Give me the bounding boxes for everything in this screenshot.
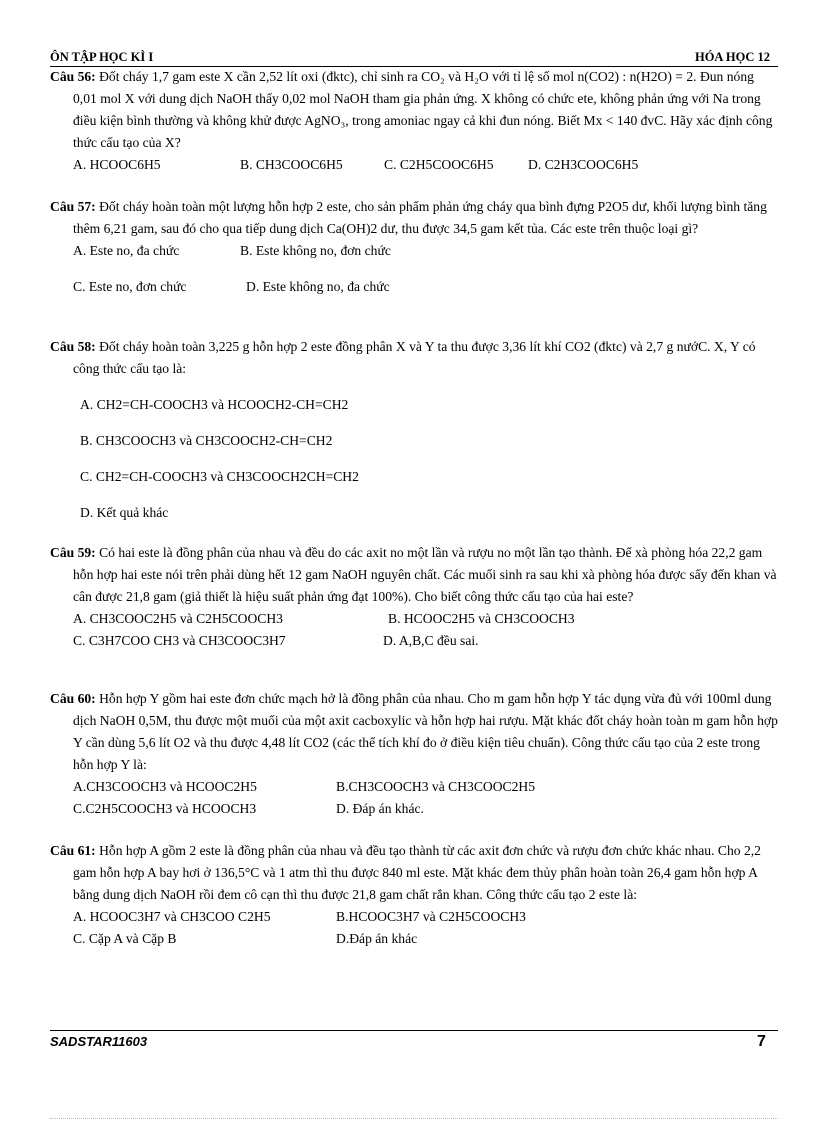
options-row <box>50 906 780 928</box>
option-b: B. Este không no, đơn chức <box>240 243 391 258</box>
option-d: D. Kết quả khác <box>80 505 169 520</box>
options-row <box>50 630 780 652</box>
option-d: D. A,B,C đều sai. <box>383 633 479 648</box>
options-row <box>50 928 780 950</box>
header-left: ÔN TẬP HỌC KÌ I <box>50 50 154 64</box>
question-57 <box>50 196 780 298</box>
option-a: A. HCOOC3H7 và CH3COO C2H5 <box>73 909 271 924</box>
option-a: A. HCOOC6H5 <box>73 157 161 172</box>
option-c: C.C2H5COOCH3 và HCOOCH3 <box>73 801 257 816</box>
question-59 <box>50 542 780 652</box>
page-number: 7 <box>757 1033 766 1050</box>
option-b: B. HCOOC2H5 và CH3COOCH3 <box>388 611 575 626</box>
option-b: B. CH3COOC6H5 <box>240 157 343 172</box>
question-text: Câu 57: Đốt cháy hoàn toàn một lượng hỗn hợp 2 este, cho sản phẩm phản ứng cháy qua bình đựng P2O5 dư, khối lượng bình tăng thêm 6,21 gam, sau đó cho qua tiếp dung dịch Ca(OH)2 dư, thu được 34,5 gam kết tủa. Các este trên thuộc loại gì? <box>50 199 767 236</box>
options-row <box>50 608 780 630</box>
option-line <box>50 394 780 416</box>
option-a: A. Este no, đa chức <box>73 243 180 258</box>
options-row <box>50 798 780 820</box>
question-61 <box>50 840 780 950</box>
option-c: C. C3H7COO CH3 và CH3COOC3H7 <box>73 633 286 648</box>
option-line <box>50 502 780 524</box>
option-b: B.HCOOC3H7 và C2H5COOCH3 <box>336 909 526 924</box>
question-text: Câu 58: Đốt cháy hoàn toàn 3,225 g hỗn hợp 2 este đồng phân X và Y ta thu được 3,36 lít khí CO2 (đktc) và 2,7 g nướC. X, Y có công thức cấu tạo là: <box>50 339 756 376</box>
option-d: D. Este không no, đa chức <box>246 279 390 294</box>
option-d: D. C2H3COOC6H5 <box>528 157 639 172</box>
options-row <box>50 776 780 798</box>
options-row <box>50 154 780 176</box>
question-text: Câu 60: Hỗn hợp Y gồm hai este đơn chức mạch hở là đồng phân của nhau. Cho m gam hỗn hợp Y tác dụng vừa đủ với 100ml dung dịch NaOH 0,5M, thu được một muối của một axit cacboxylic và hỗn hợp hai rượu. Mặt khác đốt cháy hoàn toàn m gam hỗn hợp Y cần dùng 5,6 lít O2 và thu được 4,48 lít CO2 (các thể tích khí đo ở điều kiện tiêu chuẩn). Công thức cấu tạo của 2 este trong hỗn hợp Y là: <box>50 691 778 772</box>
question-56 <box>50 66 780 176</box>
option-d: D.Đáp án khác <box>336 931 418 946</box>
question-text: Câu 56: Đốt cháy 1,7 gam este X cần 2,52 lít oxi (đktc), chỉ sinh ra CO₂ và H₂O với tỉ lệ số mol n(CO2) : n(H2O) = 2. Đun nóng 0,01 mol X với dung dịch NaOH thấy 0,02 mol NaOH tham gia phản ứng. X không có chức ete, không phản ứng với Na trong điều kiện bình thường và không khử được AgNO₃, trong amoniac ngay cả khi đun nóng. Biết Mx < 140 đvC. Hãy xác định công thức cấu tạo của X? <box>50 69 773 150</box>
option-b: B. CH3COOCH3 và CH3COOCH2-CH=CH2 <box>80 433 333 448</box>
option-c: C. C2H5COOC6H5 <box>384 157 494 172</box>
question-60 <box>50 688 780 820</box>
footer-divider <box>50 1030 778 1031</box>
option-c: C. CH2=CH-COOCH3 và CH3COOCH2CH=CH2 <box>80 469 359 484</box>
bottom-dotted-rule <box>50 1118 778 1119</box>
question-58 <box>50 336 780 524</box>
question-text: Câu 61: Hỗn hợp A gồm 2 este là đồng phân của nhau và đều tạo thành từ các axit đơn chức và rượu đơn chức khác nhau. Cho 2,2 gam hỗn hợp A bay hơi ở 136,5°C và 1 atm thì thu được 840 ml este. Mặt khác đem thủy phân hoàn toàn 26,4 gam hỗn hợp A bằng dung dịch NaOH rồi đem cô cạn thì thu được 21,8 gam chất rắn khan. Công thức cấu tạo 2 este là: <box>50 843 761 902</box>
option-a: A. CH3COOC2H5 và C2H5COOCH3 <box>73 611 283 626</box>
option-d: D. Đáp án khác. <box>336 801 424 816</box>
question-text: Câu 59: Có hai este là đồng phân của nhau và đều do các axit no một lần và rượu no một lần tạo thành. Để xà phòng hóa 22,2 gam hỗn hợp hai este nói trên phải dùng hết 12 gam NaOH nguyên chất. Các muối sinh ra sau khi xà phòng hóa được sấy đến khan và cân được 21,8 gam (giả thiết là hiệu suất phản ứng đạt 100%). Cho biết công thức cấu tạo của hai este? <box>50 545 777 604</box>
option-a: A. CH2=CH-COOCH3 và HCOOCH2-CH=CH2 <box>80 397 349 412</box>
header-right: HÓA HỌC 12 <box>694 50 770 64</box>
options-row <box>50 240 780 262</box>
option-b: B.CH3COOCH3 và CH3COOC2H5 <box>336 779 536 794</box>
option-line <box>50 430 780 452</box>
option-line <box>50 466 780 488</box>
options-row <box>50 276 780 298</box>
page-header <box>50 50 778 67</box>
option-c: C. Este no, đơn chức <box>73 279 187 294</box>
footer-code: SADSTAR11603 <box>50 1034 148 1049</box>
option-a: A.CH3COOCH3 và HCOOC2H5 <box>73 779 257 794</box>
option-c: C. Cặp A và Cặp B <box>73 931 177 946</box>
